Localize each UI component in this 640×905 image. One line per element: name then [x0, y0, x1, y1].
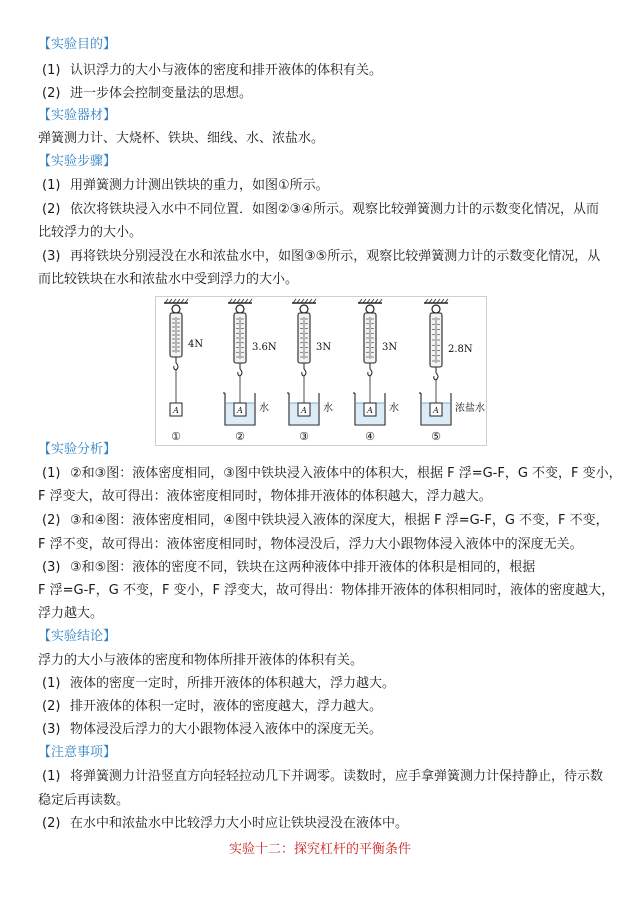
item-text: 用弹簧测力计测出铁块的重力，如图①所示。 — [70, 178, 329, 193]
analysis-item-2-cont: F 浮不变，故可得出：液体密度相同时，物体浸没后，浮力大小跟物体浸入液体中的深度无关。 — [38, 537, 583, 552]
block-letter: A — [301, 406, 307, 415]
step-item-3 — [38, 248, 600, 266]
reading-label: 4N — [188, 339, 204, 350]
item-text: 排开液体的体积一定时，液体的密度越大，浮力越大。 — [70, 699, 383, 714]
item-number: (3) — [42, 249, 61, 264]
liquid-label: 水 — [389, 403, 399, 414]
notes-item-2 — [38, 815, 408, 833]
item-text: ②和③图：液体密度相同，③图中铁块浸入液体中的体积大，根据 F 浮=G-F，G 不变，F 变小， — [70, 466, 622, 481]
figure-number: ① — [171, 430, 181, 443]
next-experiment-title: 实验十二：探究杠杆的平衡条件 — [228, 842, 411, 857]
reading-label: 3N — [316, 342, 332, 353]
item-number: (3) — [42, 560, 61, 575]
item-number: (1) — [42, 769, 61, 784]
item-number: (1) — [42, 676, 61, 691]
analysis-item-3-cont2: 浮力越大。 — [38, 606, 104, 621]
liquid-label: 水 — [323, 403, 333, 414]
hook — [434, 373, 438, 380]
block-letter: A — [433, 406, 439, 415]
reading-label: 3N — [382, 342, 398, 353]
step-item-2-cont: 比较浮力的大小。 — [38, 225, 143, 240]
block-letter: A — [173, 406, 179, 415]
figure-number: ③ — [299, 430, 309, 443]
item-text: 将弹簧测力计沿竖直方向轻轻拉动几下并调零。读数时，应手拿弹簧测力计保持静止，待示数 — [70, 769, 604, 784]
item-text: 认识浮力的大小与液体的密度和排开液体的体积有关。 — [70, 63, 383, 78]
figure-number: ④ — [365, 430, 375, 443]
notes-item-1 — [38, 768, 603, 786]
section-purpose: 【实验目的】 — [38, 37, 117, 52]
step-item-3-cont: 而比较铁块在水和浓盐水中受到浮力的大小。 — [38, 272, 299, 287]
scale-setup-2 — [223, 299, 277, 443]
analysis-item-1-cont: F 浮变大，故可得出：液体密度相同时，物体排开液体的体积越大，浮力越大。 — [38, 489, 492, 504]
item-number: (2) — [42, 202, 61, 217]
section-equipment: 【实验器材】 — [38, 108, 117, 123]
spring-scale-diagram — [156, 297, 486, 445]
notes-item-1-cont: 稳定后再读数。 — [38, 793, 130, 808]
section-conclusion: 【实验结论】 — [38, 629, 117, 644]
reading-label: 3.6N — [252, 342, 277, 353]
block-letter: A — [367, 406, 373, 415]
item-text: ③和④图：液体密度相同，④图中铁块浸入液体的深度大，根据 F 浮=G-F，G 不变，F 不变， — [70, 513, 609, 528]
item-text: 液体的密度一定时，所排开液体的体积越大，浮力越大。 — [70, 676, 396, 691]
item-number: (2) — [42, 699, 61, 714]
hanger-ring — [236, 305, 244, 313]
step-item-2 — [38, 201, 599, 219]
hanger-ring — [300, 305, 308, 313]
scale-setup-1 — [164, 299, 203, 443]
item-text: ③和⑤图：液体的密度不同，铁块在这两种液体中排开液体的体积是相同的，根据 — [70, 560, 536, 575]
reading-label: 2.8N — [448, 344, 473, 355]
item-number: (1) — [42, 63, 61, 78]
step-item-1 — [38, 177, 329, 195]
item-number: (2) — [42, 513, 61, 528]
item-number: (2) — [42, 816, 61, 831]
block-letter: A — [237, 406, 243, 415]
hook — [174, 363, 178, 370]
section-analysis: 【实验分析】 — [38, 442, 117, 457]
scale-setup-5 — [419, 299, 485, 443]
item-number: (1) — [42, 466, 61, 481]
item-text: 物体浸没后浮力的大小跟物体浸入液体中的深度无关。 — [70, 722, 383, 737]
conclusion-item-3 — [38, 721, 382, 739]
liquid-label: 浓盐水 — [455, 403, 485, 414]
item-number: (3) — [42, 722, 61, 737]
hook — [238, 369, 242, 376]
liquid-label: 水 — [259, 403, 269, 414]
purpose-item-2 — [38, 85, 252, 103]
item-text: 在水中和浓盐水中比较浮力大小时应让铁块浸没在液体中。 — [70, 816, 409, 831]
item-text: 进一步体会控制变量法的思想。 — [70, 86, 253, 101]
conclusion-item-2 — [38, 698, 382, 716]
hook — [302, 369, 306, 376]
hanger-ring — [366, 305, 374, 313]
analysis-item-3-cont: F 浮=G-F，G 不变，F 变小，F 浮变大，故可得出：物体排开液体的体积相同时，液体的密度越大， — [38, 583, 615, 598]
conclusion-item-1 — [38, 675, 395, 693]
scale-setup-4 — [353, 299, 399, 443]
scale-setup-3 — [287, 299, 333, 443]
hook — [368, 369, 372, 376]
item-text: 依次将铁块浸入水中不同位置．如图②③④所示。观察比较弹簧测力计的示数变化情况，从而 — [70, 202, 599, 217]
section-steps: 【实验步骤】 — [38, 154, 117, 169]
hanger-ring — [172, 305, 180, 313]
conclusion-text: 浮力的大小与液体的密度和物体所排开液体的体积有关。 — [38, 653, 364, 668]
equipment-text: 弹簧测力计、大烧杯、铁块、细线、水、浓盐水。 — [38, 131, 325, 146]
figure-number: ⑤ — [431, 430, 441, 443]
hanger-ring — [432, 305, 440, 313]
item-text: 再将铁块分别浸没在水和浓盐水中，如图③⑤所示，观察比较弹簧测力计的示数变化情况，从 — [70, 249, 601, 264]
experiment-figure — [155, 296, 487, 446]
analysis-item-3 — [38, 559, 535, 577]
item-number: (2) — [42, 86, 61, 101]
section-notes: 【注意事项】 — [38, 745, 117, 760]
purpose-item-1 — [38, 62, 382, 80]
figure-number: ② — [235, 430, 245, 443]
item-number: (1) — [42, 178, 61, 193]
analysis-item-1 — [38, 465, 622, 483]
analysis-item-2 — [38, 512, 609, 530]
